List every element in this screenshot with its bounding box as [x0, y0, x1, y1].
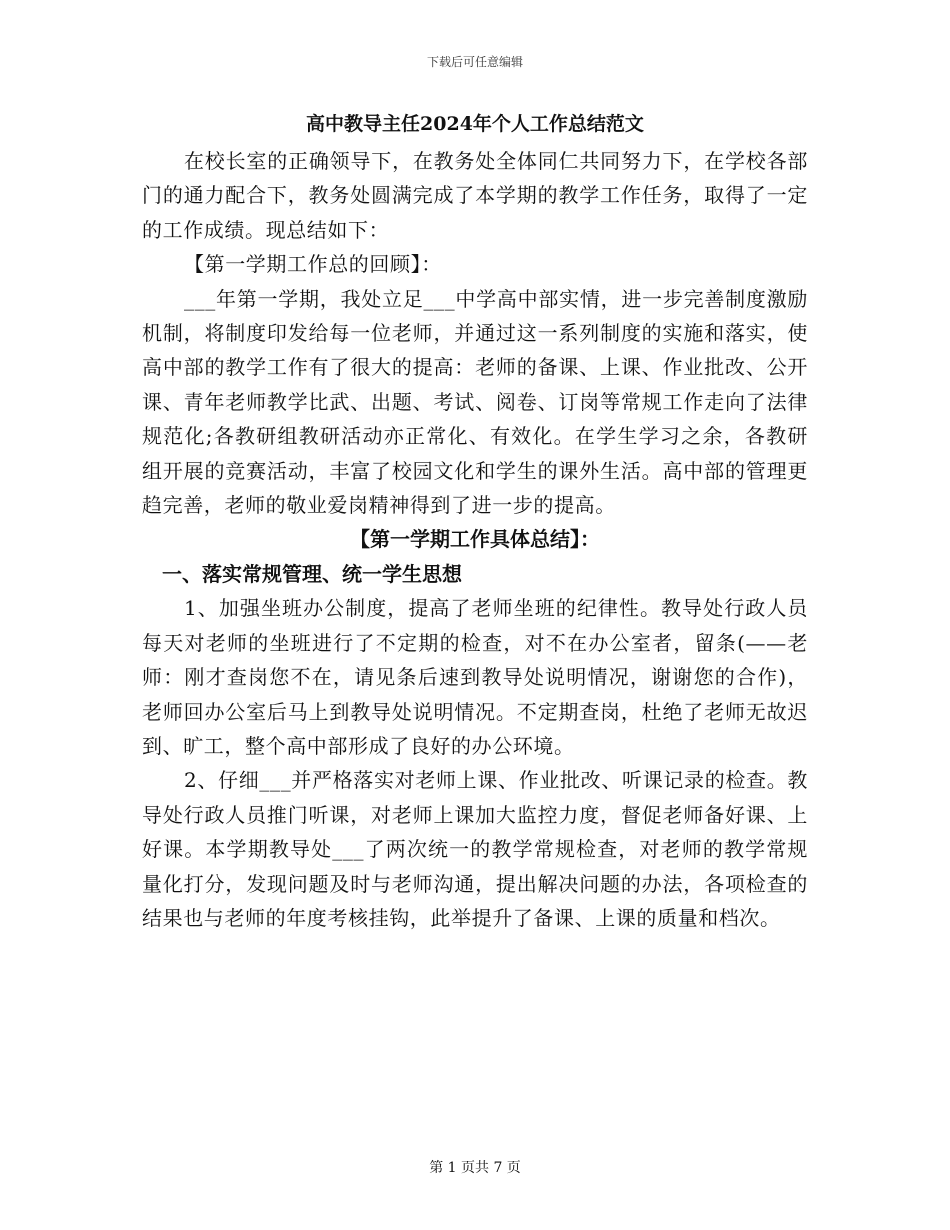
document-body: [142, 110, 808, 935]
item-1-paragraph: 1、加强坐班办公制度，提高了老师坐班的纪律性。教导处行政人员每天对老师的坐班进行了不定期的检查，对不在办公室者，留条(——老师：刚才查岗您不在，请见条后速到教导处说明情况，谢谢您的合作)，老师回办公室后马上到教导处说明情况。不定期查岗，杜绝了老师无故迟到、旷工，整个高中部形成了良好的办公环境。: [142, 596, 808, 758]
document-title: 高中教导主任2024年个人工作总结范文: [306, 113, 644, 135]
review-paragraph: ___年第一学期，我处立足___中学高中部实情，进一步完善制度激励机制，将制度印发给每一位老师，并通过这一系列制度的实施和落实，使高中部的教学工作有了很大的提高：老师的备课、上课、作业批改、公开课、青年老师教学比武、出题、考试、阅卷、订岗等常规工作走向了法律规范化;各教研组教研活动亦正常化、有效化。在学生学习之余，各教研组开展的竞赛活动，丰富了校园文化和学生的课外生活。高中部的管理更趋完善，老师的敬业爱岗精神得到了进一步的提高。: [142, 286, 808, 518]
section-1-heading: 一、落实常规管理、统一学生思想: [162, 561, 462, 586]
item-2-paragraph: 2、仔细___并严格落实对老师上课、作业批改、听课记录的检查。教导处行政人员推门听课，对老师上课加大监控力度，督促老师备好课、上好课。本学期教导处___了两次统一的教学常规检查，对老师的教学常规量化打分，发现问题及时与老师沟通，提出解决问题的办法，各项检查的结果也与老师的年度考核挂钩，此举提升了备课、上课的质量和档次。: [142, 768, 808, 930]
intro-paragraph: 在校长室的正确领导下，在教务处全体同仁共同努力下，在学校各部门的通力配合下，教务处圆满完成了本学期的教学工作任务，取得了一定的工作成绩。现总结如下：: [142, 149, 808, 242]
review-heading: 【第一学期工作总的回顾】：: [184, 252, 442, 277]
header-note: 下载后可任意编辑: [426, 55, 523, 69]
summary-heading: 【第一学期工作具体总结】：: [350, 527, 600, 552]
page-footer: 第 1 页共 7 页: [429, 1160, 521, 1176]
